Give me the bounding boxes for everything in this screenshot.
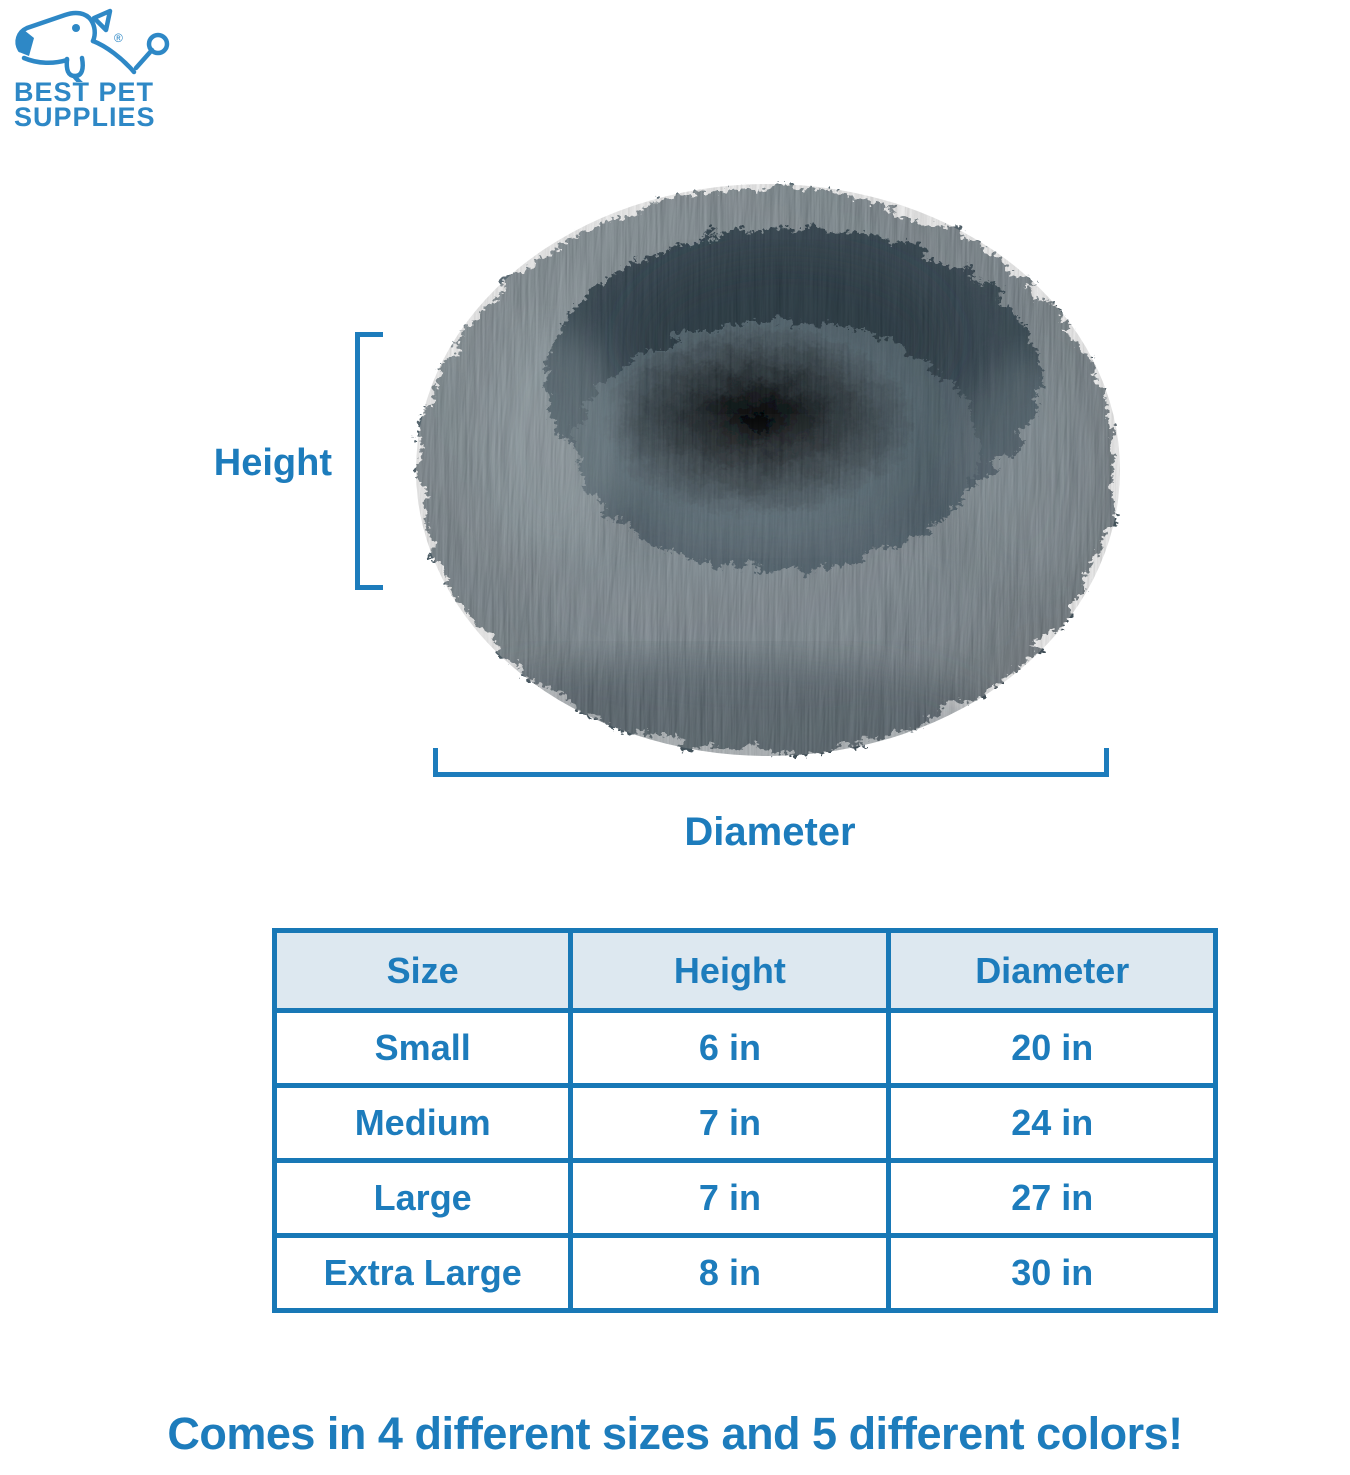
size-table-cell: 30 in	[889, 1236, 1216, 1311]
size-table-body	[275, 1011, 1216, 1311]
brand-logo	[10, 6, 210, 130]
brand-name-line1: BEST PET	[14, 77, 155, 107]
size-table-row	[275, 1011, 1216, 1086]
dog-eye	[72, 24, 80, 32]
size-table-cell: 8 in	[571, 1236, 889, 1311]
size-table-row	[275, 1236, 1216, 1311]
diameter-dimension-label: Diameter	[684, 810, 856, 854]
size-table	[272, 928, 1218, 1313]
size-table-cell: 20 in	[889, 1011, 1216, 1086]
size-table-cell: 7 in	[571, 1086, 889, 1161]
pet-bed-illustration	[403, 168, 1148, 768]
size-table-row	[275, 1086, 1216, 1161]
size-table-cell: 7 in	[571, 1161, 889, 1236]
size-table-cell: Large	[275, 1161, 571, 1236]
size-table-header-cell: Diameter	[889, 931, 1216, 1011]
pet-bed-image	[403, 168, 1148, 768]
height-bracket	[355, 332, 383, 590]
size-table-header	[275, 931, 1216, 1011]
size-table-cell: 24 in	[889, 1086, 1216, 1161]
brand-name-line2: SUPPLIES	[14, 101, 156, 132]
size-table-header-cell: Height	[571, 931, 889, 1011]
size-table-header-cell: Size	[275, 931, 571, 1011]
size-table-row	[275, 1161, 1216, 1236]
registered-mark-glyph: ®	[114, 31, 123, 45]
size-table-cell: Small	[275, 1011, 571, 1086]
tagline: Comes in 4 different sizes and 5 different colors!	[167, 1408, 1183, 1459]
size-table-header-row	[275, 931, 1216, 1011]
brand-dog-icon	[10, 6, 200, 82]
diameter-bracket	[433, 748, 1109, 777]
size-table-cell: Medium	[275, 1086, 571, 1161]
height-dimension-label: Height	[213, 442, 332, 484]
size-table-cell: Extra Large	[275, 1236, 571, 1311]
size-table-cell: 27 in	[889, 1161, 1216, 1236]
brand-name	[14, 77, 210, 132]
size-table-cell: 6 in	[571, 1011, 889, 1086]
